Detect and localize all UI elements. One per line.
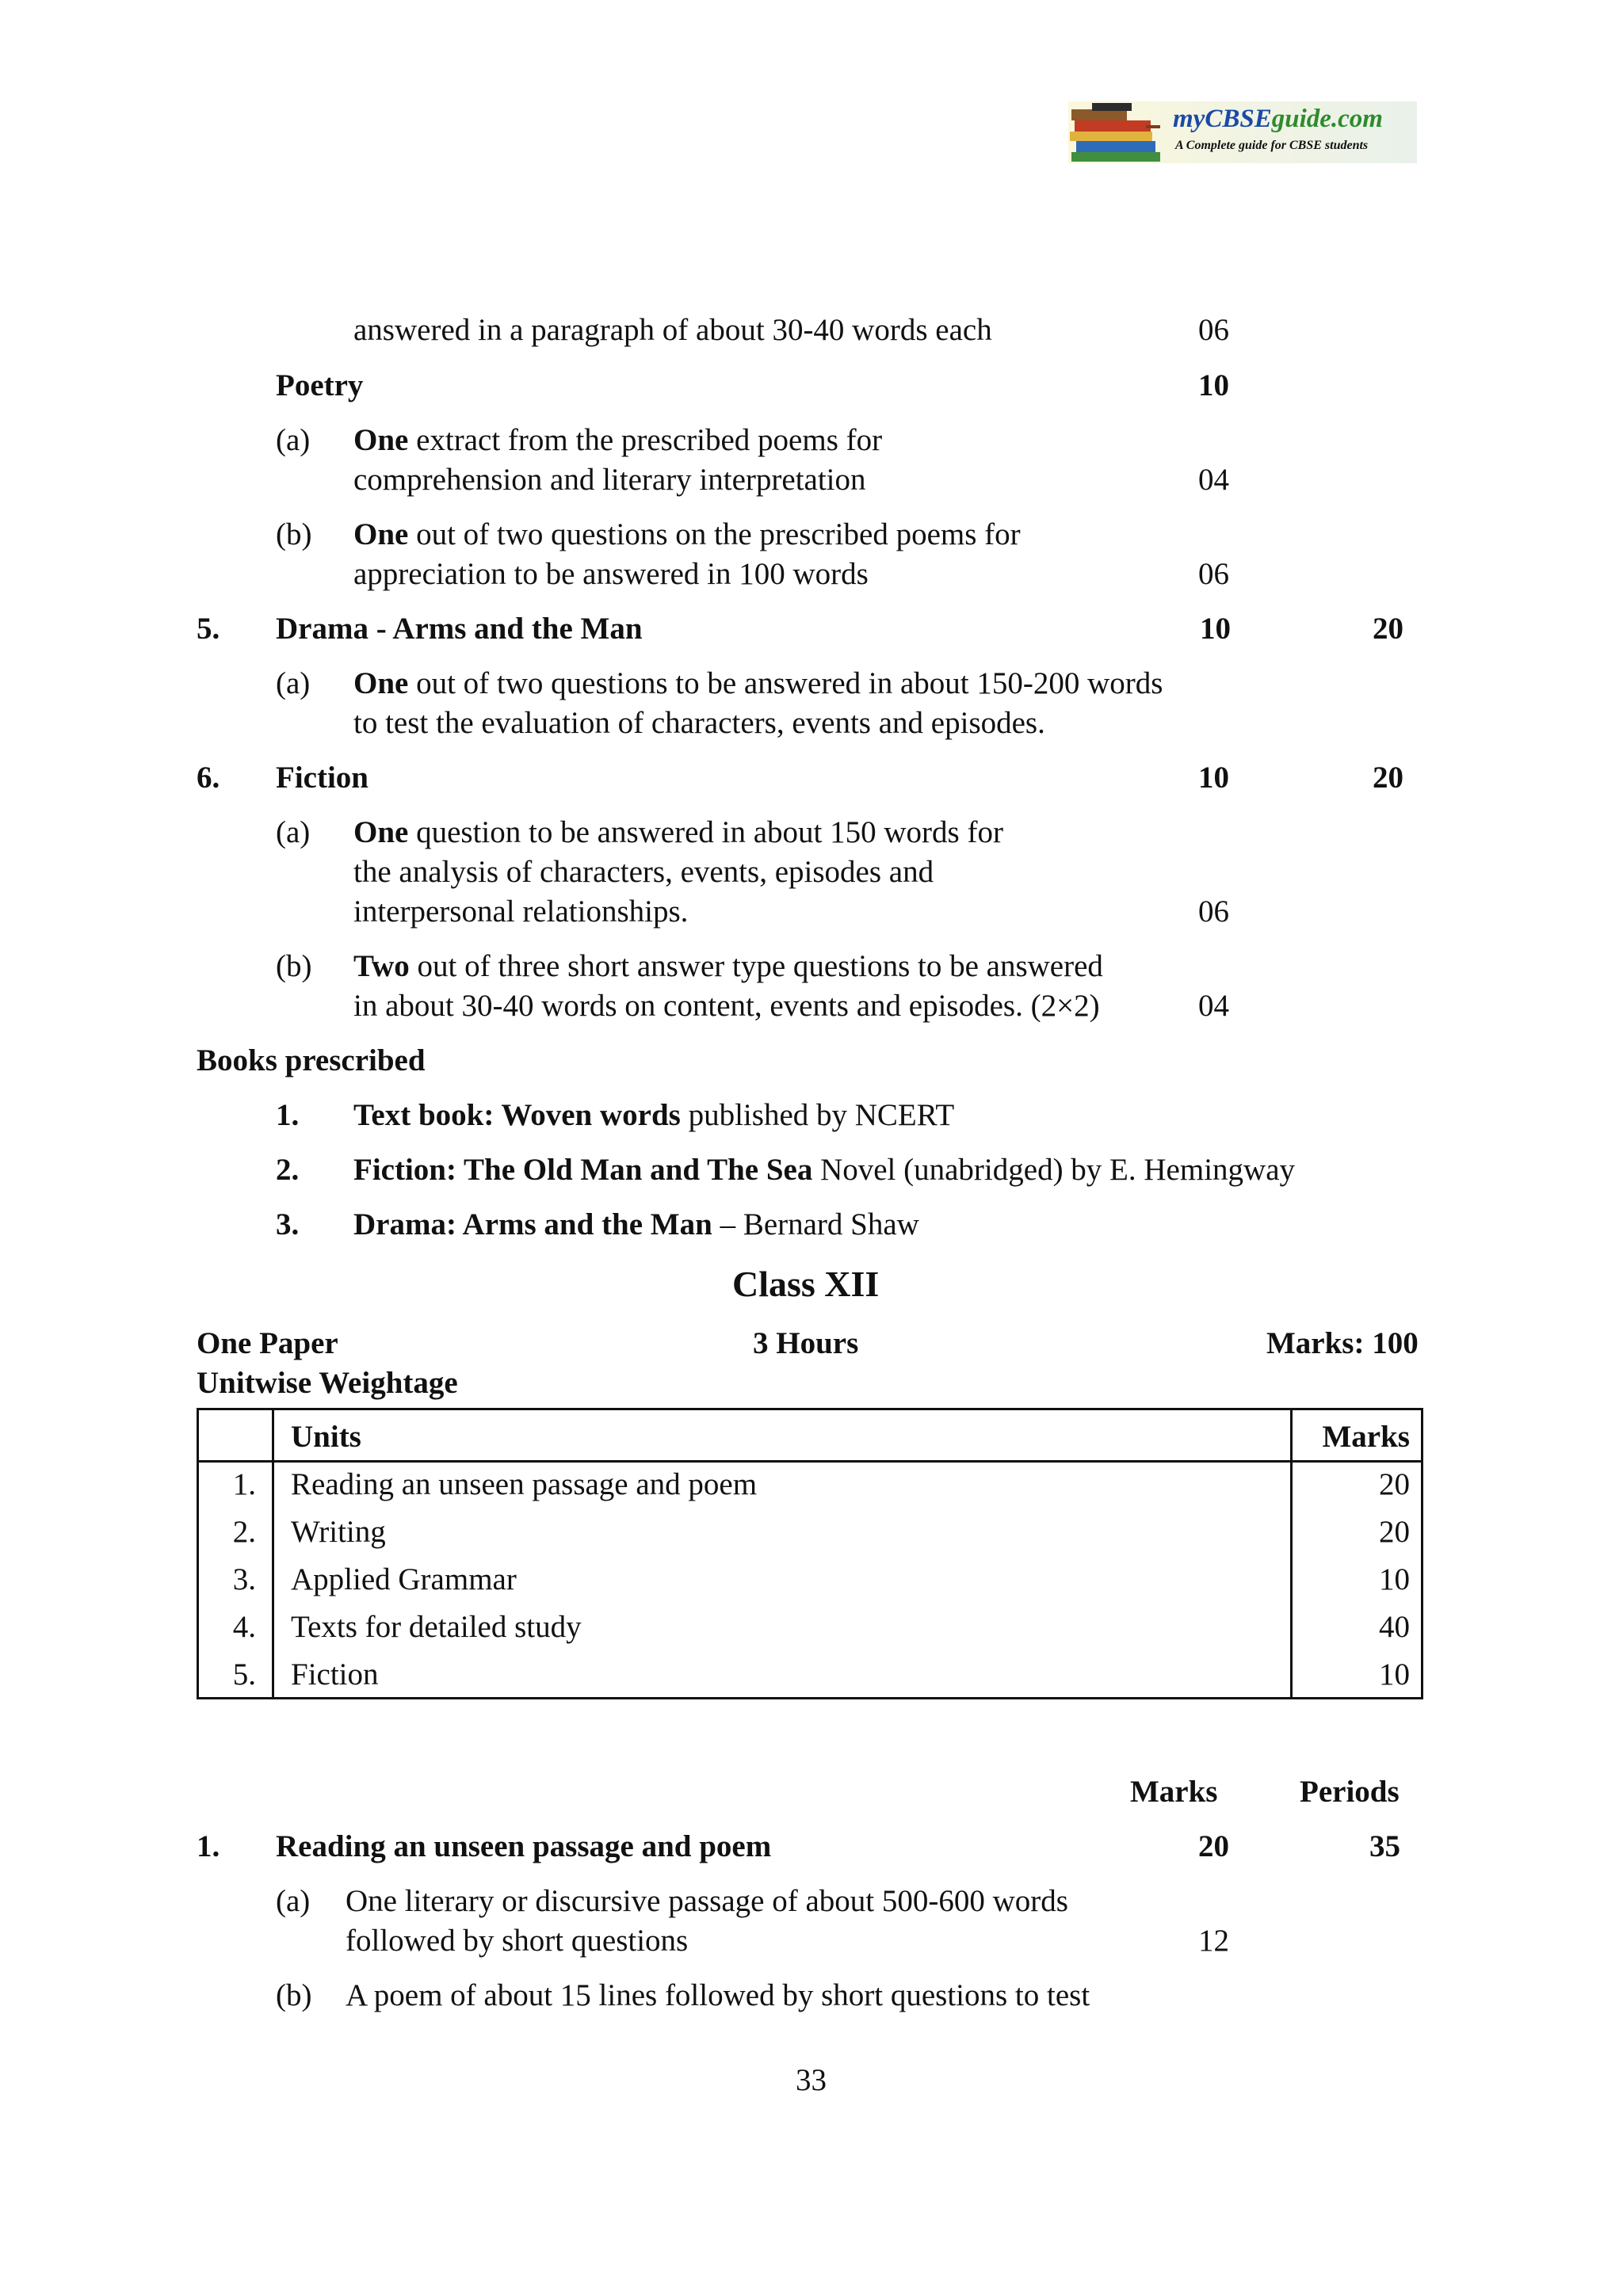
row-marks: 20 [1379,1467,1410,1501]
continued-line: answered in a paragraph of about 30-40 words each [353,313,992,347]
page-number: 33 [796,2063,827,2097]
section-1-heading: Reading an unseen passage and poem [276,1829,772,1863]
book-1-text: Text book: Woven words published by NCERT [353,1098,955,1132]
continued-marks: 06 [1198,313,1229,347]
fiction-a-line1: One question to be answered in about 150 words for [353,815,1003,849]
poetry-a-label: (a) [276,423,311,457]
table-head-units: Units [291,1420,361,1454]
logo-tagline: A Complete guide for CBSE students [1175,139,1369,152]
row-unit: Texts for detailed study [291,1610,582,1644]
section-1-marks: 20 [1198,1829,1229,1863]
poetry-b-marks: 06 [1198,557,1229,591]
row-marks: 40 [1379,1610,1410,1644]
section-1-number: 1. [197,1829,220,1863]
fiction-heading: Fiction [276,761,369,795]
poetry-a-marks: 04 [1198,463,1229,497]
fiction-b-label: (b) [276,949,312,983]
book-2-number: 2. [276,1153,300,1187]
fiction-b-line2: in about 30-40 words on content, events and episodes. (2×2) [353,989,1100,1023]
column-marks-heading: Marks [1130,1775,1218,1809]
table-head-marks: Marks [1322,1420,1410,1454]
section-1-a-line2: followed by short questions [346,1924,689,1958]
drama-heading: Drama - Arms and the Man [276,612,643,646]
section-1-b-line1: A poem of about 15 lines followed by short questions to test [346,1978,1090,2012]
row-unit: Writing [291,1515,386,1549]
section-1-a-line1: One literary or discursive passage of about 500-600 words [346,1884,1068,1918]
book-3-number: 3. [276,1207,300,1241]
drama-a-label: (a) [276,666,311,700]
row-number: 3. [232,1562,256,1596]
row-unit: Fiction [291,1657,379,1691]
poetry-heading: Poetry [276,368,364,402]
hours-label: 3 Hours [753,1326,859,1360]
books-heading: Books prescribed [197,1043,426,1077]
section-1-b-label: (b) [276,1978,312,2012]
poetry-a-line1: One extract from the prescribed poems for [353,423,883,457]
fiction-a-marks: 06 [1198,894,1229,929]
section-1-periods: 35 [1369,1829,1400,1863]
row-marks: 20 [1379,1515,1410,1549]
poetry-b-line1: One out of two questions on the prescribed poems for [353,517,1021,551]
drama-a-line2: to test the evaluation of characters, events and episodes. [353,706,1045,740]
section-1-a-marks: 12 [1198,1924,1229,1958]
row-number: 2. [232,1515,256,1549]
drama-periods: 20 [1373,612,1403,646]
row-unit: Reading an unseen passage and poem [291,1467,758,1501]
fiction-periods: 20 [1373,761,1403,795]
section-1-a-label: (a) [276,1884,311,1918]
book-1-number: 1. [276,1098,300,1132]
fiction-number: 6. [197,761,220,795]
mycbseguide-logo [1068,101,1417,163]
row-number: 1. [232,1467,256,1501]
row-marks: 10 [1379,1562,1410,1596]
row-marks: 10 [1379,1657,1410,1691]
fiction-b-line1: Two out of three short answer type questions to be answered [353,949,1103,983]
poetry-a-line2: comprehension and literary interpretation [353,463,866,497]
fiction-marks: 10 [1198,761,1229,795]
fiction-a-line3: interpersonal relationships. [353,894,689,929]
row-unit: Applied Grammar [291,1562,517,1596]
paper-label: One Paper [197,1326,338,1360]
row-number: 5. [232,1657,256,1691]
fiction-a-label: (a) [276,815,311,849]
logo-site-name: myCBSEguide.com [1173,105,1383,133]
poetry-b-line2: appreciation to be answered in 100 words [353,557,869,591]
book-2-text: Fiction: The Old Man and The Sea Novel (unabridged) by E. Hemingway [353,1153,1295,1187]
poetry-marks: 10 [1198,368,1229,402]
poetry-b-label: (b) [276,517,312,551]
unitwise-weightage-table [197,1408,1423,1699]
drama-marks: 10 [1200,612,1231,646]
drama-a-line1: One out of two questions to be answered in about 150-200 words [353,666,1163,700]
fiction-b-marks: 04 [1198,989,1229,1023]
fiction-a-line2: the analysis of characters, events, episodes and [353,855,934,889]
books-icon [1068,101,1165,163]
book-3-text: Drama: Arms and the Man – Bernard Shaw [353,1207,919,1241]
drama-number: 5. [197,612,220,646]
weightage-heading: Unitwise Weightage [197,1366,458,1400]
row-number: 4. [232,1610,256,1644]
column-periods-heading: Periods [1300,1775,1400,1809]
total-marks-label: Marks: 100 [1266,1326,1419,1360]
class-title: Class XII [732,1264,880,1304]
